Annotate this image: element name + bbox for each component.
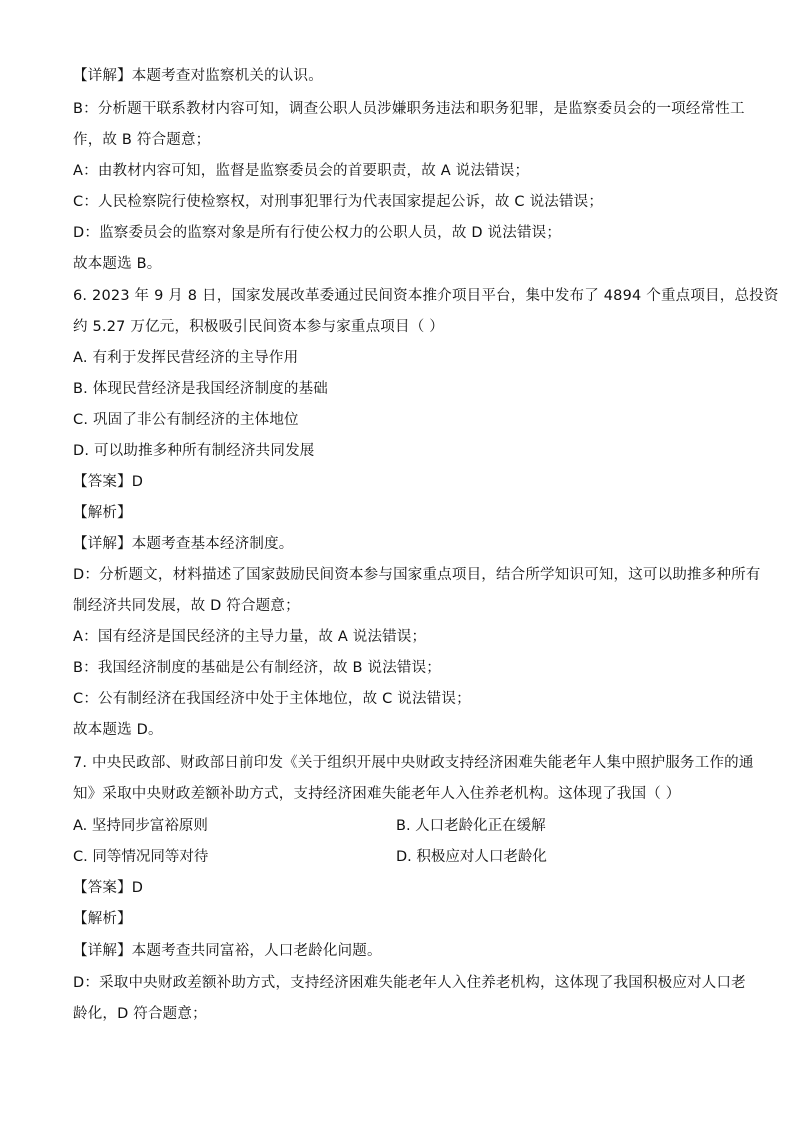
q7-option-d: D. 积极应对人口老龄化 <box>396 849 547 865</box>
q6-stem-line2: 约 5.27 万亿元，积极吸引民间资本参与家重点项目（ ） <box>73 319 444 335</box>
q7-detail: 【详解】本题考查共同富裕，人口老龄化问题。 <box>73 943 382 959</box>
q7-stem-line2: 知》采取中央财政差额补助方式，支持经济困难失能老年人入住养老机构。这体现了我国（ ） <box>73 786 681 802</box>
q6-option-b: B. 体现民营经济是我国经济制度的基础 <box>73 381 328 397</box>
q6-explain-a: A：国有经济是国民经济的主导力量，故 A 说法错误； <box>73 629 427 645</box>
q7-answer: 【答案】D <box>73 880 144 896</box>
q5-detail: 【详解】本题考查对监察机关的认识。 <box>73 68 323 84</box>
q5-explain-a: A：由教材内容可知，监督是监察委员会的首要职责，故 A 说法错误； <box>73 163 530 179</box>
q6-answer: 【答案】D <box>73 474 144 490</box>
q6-option-c: C. 巩固了非公有制经济的主体地位 <box>73 412 299 428</box>
q6-option-a: A. 有利于发挥民营经济的主导作用 <box>73 350 299 366</box>
q7-option-b: B. 人口老龄化正在缓解 <box>396 818 546 834</box>
q5-explain-d: D：监察委员会的监察对象是所有行使公权力的公职人员，故 D 说法错误； <box>73 225 562 241</box>
q7-analysis-heading: 【解析】 <box>73 911 132 927</box>
q7-option-c: C. 同等情况同等对待 <box>73 849 209 865</box>
q7-option-a: A. 坚持同步富裕原则 <box>73 818 208 834</box>
q6-explain-d-line2: 制经济共同发展，故 D 符合题意； <box>73 598 300 614</box>
q5-conclusion: 故本题选 B。 <box>73 256 162 272</box>
q6-detail: 【详解】本题考查基本经济制度。 <box>73 536 294 552</box>
q7-stem-line1: 7. 中央民政部、财政部日前印发《关于组织开展中央财政支持经济困难失能老年人集中照护服务工作的通 <box>73 755 754 771</box>
q5-explain-c: C：人民检察院行使检察权，对刑事犯罪行为代表国家提起公诉，故 C 说法错误； <box>73 194 604 210</box>
q6-explain-b: B：我国经济制度的基础是公有制经济，故 B 说法错误； <box>73 660 442 676</box>
q5-explain-b-line1: B：分析题干联系教材内容可知，调查公职人员涉嫌职务违法和职务犯罪，是监察委员会的一项经常性工 <box>73 101 745 117</box>
q5-explain-b-line2: 作，故 B 符合题意； <box>73 132 211 148</box>
q7-explain-d-line2: 龄化，D 符合题意； <box>73 1006 207 1022</box>
q6-stem-line1: 6. 2023 年 9 月 8 日，国家发展改革委通过民间资本推介项目平台，集中发布了 4894 个重点项目，总投资 <box>73 288 779 304</box>
q6-conclusion: 故本题选 D。 <box>73 722 163 738</box>
q6-option-d: D. 可以助推多种所有制经济共同发展 <box>73 443 315 459</box>
q6-explain-c: C：公有制经济在我国经济中处于主体地位，故 C 说法错误； <box>73 691 471 707</box>
q6-explain-d-line1: D：分析题文，材料描述了国家鼓励民间资本参与国家重点项目，结合所学知识可知，这可以助推多种所有 <box>73 567 761 583</box>
q6-analysis-heading: 【解析】 <box>73 505 132 521</box>
q7-explain-d-line1: D：采取中央财政差额补助方式，支持经济困难失能老年人入住养老机构，这体现了我国积极应对人口老 <box>73 975 746 991</box>
